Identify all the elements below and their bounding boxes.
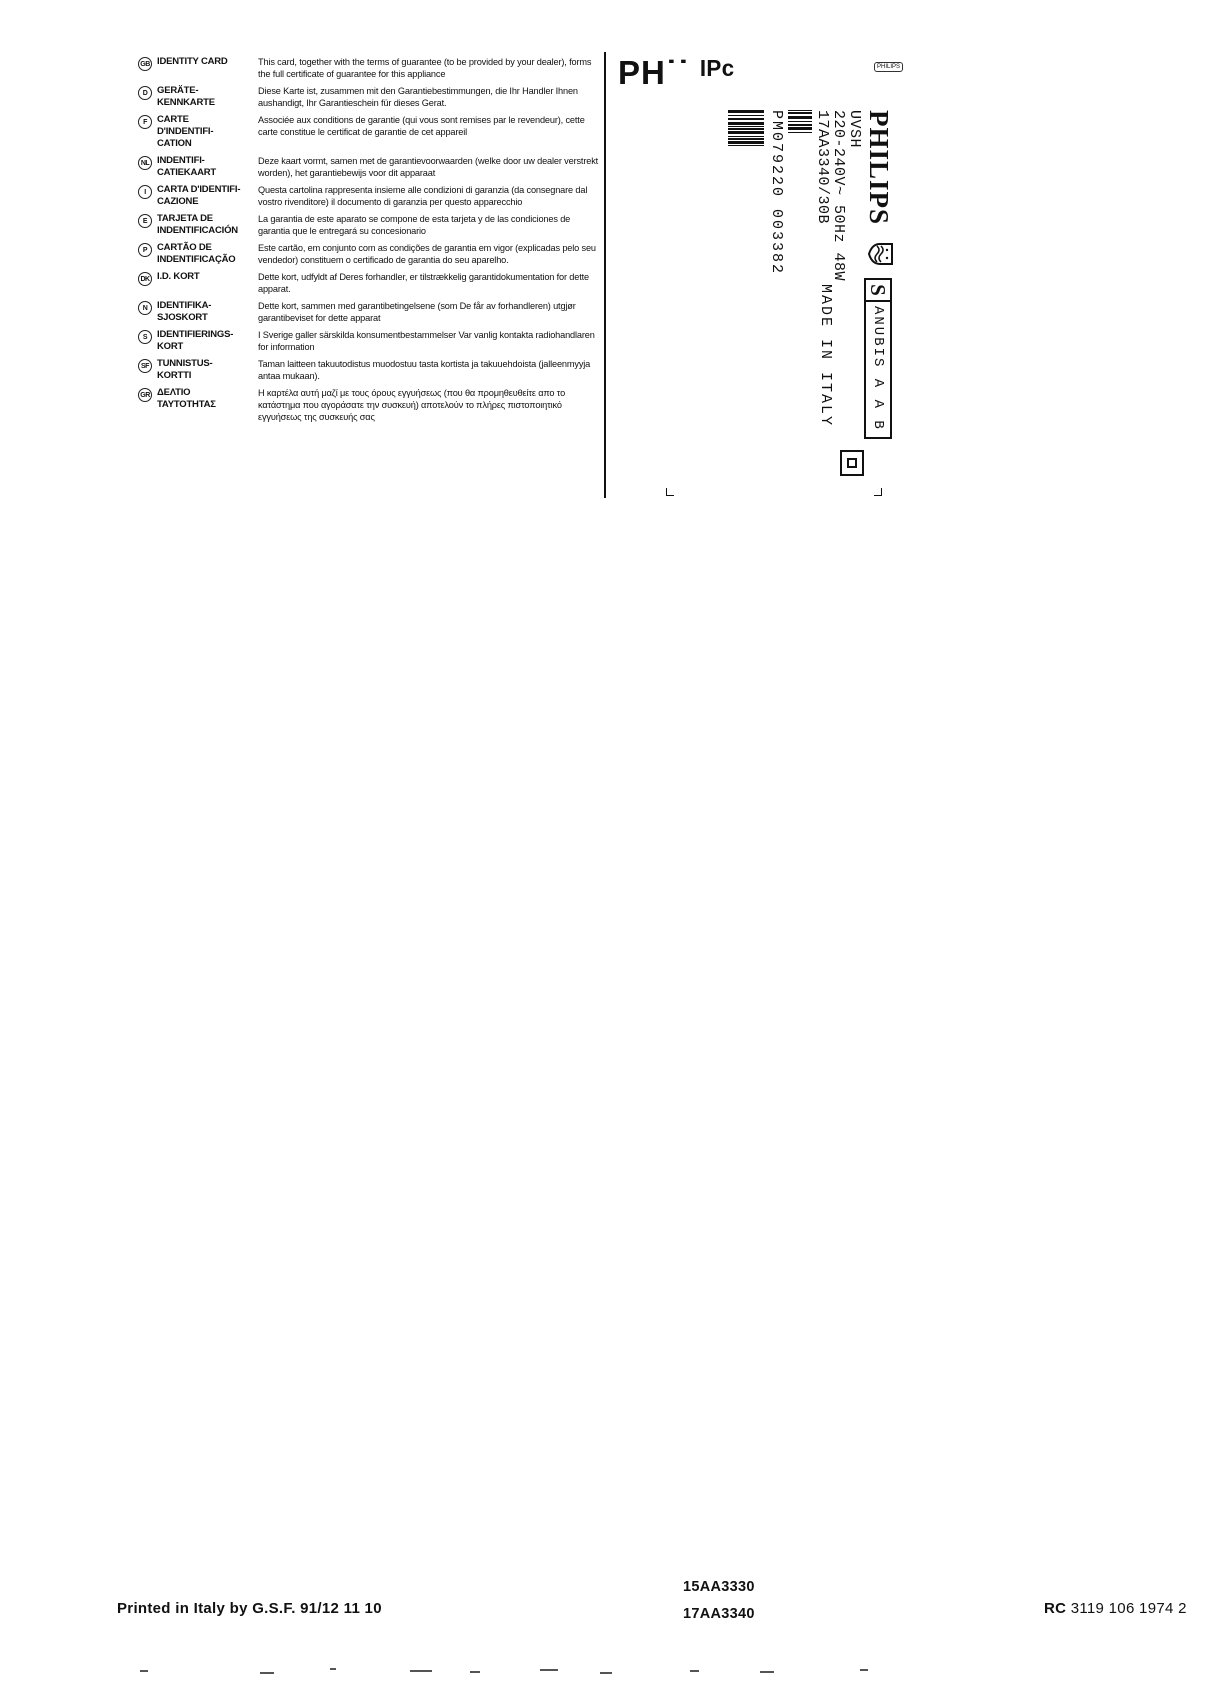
- printed-info: Printed in Italy by G.S.F. 91/12 11 10: [117, 1600, 382, 1617]
- model-numbers: [683, 1574, 755, 1628]
- entry-title: IDENTIFIERINGS- KORT: [157, 329, 234, 352]
- entry-text: Questa cartolina rappresenta insieme alle condizioni di garanzia (da consegnare dal vostro rivenditore) il documento di garanzia per questo apparecchio: [258, 185, 588, 207]
- brand-partial: PH˙˙ ᴵᴾᶜ: [618, 54, 736, 91]
- entry-title: GERÄTE- KENNKARTE: [157, 85, 215, 108]
- entry-title: IDENTIFIKA- SJOSKORT: [157, 300, 212, 323]
- card-entry: [138, 300, 600, 324]
- entry-title: TUNNISTUS- KORTTI: [157, 358, 213, 381]
- country-code-badge: N: [138, 301, 152, 315]
- crop-mark: [666, 488, 674, 496]
- model-number: 15AA3330: [683, 1579, 755, 1595]
- code-number: 3119 106 1974 2: [1070, 1600, 1187, 1617]
- country-code-badge: DK: [138, 272, 152, 286]
- serial-line: PM079220 003382: [768, 110, 785, 276]
- type-number: 17AA3340/30B: [814, 110, 831, 225]
- card-entry: [138, 242, 600, 266]
- power-line: 220-240V~ 50Hz 48W: [830, 110, 847, 282]
- crop-mark: [874, 488, 882, 496]
- card-entry: [138, 56, 600, 80]
- country-code-badge: S: [138, 330, 152, 344]
- code-prefix: RC: [1044, 1600, 1067, 1617]
- entry-title: ΔΕΛΤΙΟ ΤΑΥΤΟΤΗΤΑΣ: [157, 387, 216, 410]
- double-insulation-icon: [840, 450, 864, 476]
- philips-shield-icon: [868, 242, 894, 266]
- entry-text: Dette kort, udfyldt af Deres forhandler, er tilstrækkelig garantidokumentation for dette apparat.: [258, 272, 589, 294]
- entry-title: CARTA D'IDENTIFI- CAZIONE: [157, 184, 241, 207]
- approval-text: ANUBIS A A B: [864, 300, 892, 439]
- entry-text: Η καρτέλα αυτή μαζί με τους όρους εγγυήσεως (που θα προμηθευθείτε απο το κατάστημα που αγοράσατε την συσκευή) αποτελούν το πλήρες πιστοποιητικό εγγυήσεως της συσκευής σας: [258, 388, 566, 422]
- brand-title: PHILIPS: [864, 110, 894, 226]
- card-entry: [138, 85, 600, 109]
- card-entry: [138, 329, 600, 353]
- country-code-badge: P: [138, 243, 152, 257]
- entry-title: INDENTIFI- CATIEKAART: [157, 155, 217, 178]
- card-entry: [138, 213, 600, 237]
- entry-text: Dette kort, sammen med garantibetingelsene (som De får av forhandleren) utgjør garantibeviset for dette apparat: [258, 301, 576, 323]
- entry-text: Taman laitteen takuutodistus muodostuu tasta kortista ja takuuehdoista (jalleenmyyja antaa mukaan).: [258, 359, 591, 381]
- rotated-label: [678, 110, 898, 450]
- card-entry: [138, 184, 600, 208]
- country-code-badge: GR: [138, 388, 152, 402]
- country-code-badge: I: [138, 185, 152, 199]
- entry-text: Associée aux conditions de garantie (qui vous sont remises par le revendeur), cette carte constitue le certificat de garantie de cet appareil: [258, 115, 585, 137]
- entry-text: I Sverige galler särskilda konsumentbestammelser Var vanlig kontakta radiohandlaren for information: [258, 330, 595, 352]
- country-code-badge: NL: [138, 156, 152, 170]
- entry-text: This card, together with the terms of guarantee (to be provided by your dealer), forms the full certificate of guarantee for this appliance: [258, 57, 592, 79]
- card-entry: [138, 114, 600, 150]
- card-entry: [138, 155, 600, 179]
- entry-title: CARTE D'INDENTIFI- CATION: [157, 114, 214, 149]
- rating-label: [612, 50, 912, 500]
- card-entry: [138, 358, 600, 382]
- guarantee-card-list: [138, 56, 600, 428]
- country-code-badge: GB: [138, 57, 152, 71]
- entry-title: IDENTITY CARD: [157, 56, 228, 67]
- entry-title: CARTÃO DE INDENTIFICAÇÃO: [157, 242, 236, 265]
- mini-brand-logo: PHILIPS: [874, 62, 903, 72]
- country-code-badge: E: [138, 214, 152, 228]
- entry-text: La garantia de este aparato se compone de esta tarjeta y de las condiciones de garantia que le entregará su concesionario: [258, 214, 571, 236]
- entry-text: Deze kaart vormt, samen met de garantievoorwaarden (welke door uw dealer verstrekt worden), het garantiebewijs voor dit apparaat: [258, 156, 599, 178]
- card-entry: [138, 271, 600, 295]
- country-code-badge: SF: [138, 359, 152, 373]
- document-code: [1044, 1600, 1187, 1617]
- entry-title: I.D. KORT: [157, 271, 200, 282]
- barcode-lower: [728, 110, 764, 410]
- barcode-upper: [788, 110, 812, 280]
- card-entry: [138, 387, 600, 423]
- vertical-divider: [604, 52, 606, 498]
- model-number: 17AA3340: [683, 1606, 755, 1622]
- entry-title: TARJETA DE INDENTIFICACIÓN: [157, 213, 238, 236]
- model-line: UVSH: [846, 110, 863, 149]
- approval-mark: S: [864, 278, 892, 302]
- country-code-badge: D: [138, 86, 152, 100]
- country-code-badge: F: [138, 115, 152, 129]
- entry-text: Diese Karte ist, zusammen mit den Garantiebestimmungen, die Ihr Handler Ihnen aushandigt, Ihr Garantieschein für dieses Gerat.: [258, 86, 578, 108]
- entry-text: Este cartão, em conjunto com as condições de garantia em vigor (explicadas pelo seu vendedor) constituem o certificado de garantia do seu aparelho.: [258, 243, 596, 265]
- origin-text: MADE IN ITALY: [817, 284, 834, 428]
